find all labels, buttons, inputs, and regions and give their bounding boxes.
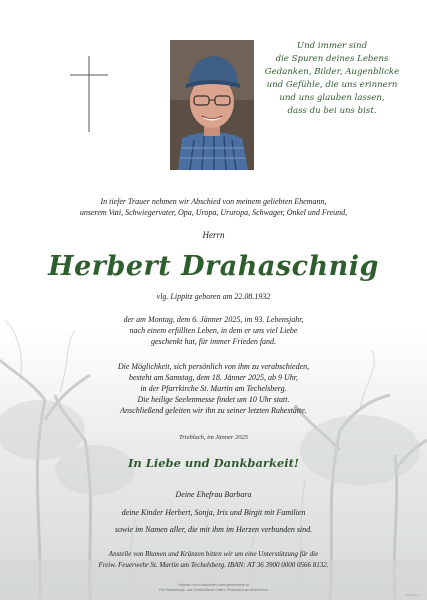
poem-line: und Gefühle, die uns erinnern <box>266 80 398 90</box>
poem-line: die Spuren deines Lebens <box>275 54 389 64</box>
family-signatures <box>0 486 427 539</box>
farewell-line: Die Möglichkeit, sich persönlich von ihm zu verabschieden, <box>117 362 310 371</box>
intro-text <box>20 196 407 218</box>
farewell-line: in der Pfarrkirche St. Martin am Techelsberg. <box>140 384 287 393</box>
footer-imprint <box>0 583 427 593</box>
family-line: sowie im Namen aller, die mit ihm im Herzen verbunden sind. <box>114 525 313 534</box>
intro-line: In tiefer Trauer nehmen wir Abschied von meinem geliebten Ehemann, <box>100 197 327 206</box>
farewell-line: Die heilige Seelenmesse findet um 10 Uhr statt. <box>137 395 290 404</box>
memorial-poem <box>262 40 402 118</box>
death-line: nach einem erfüllten Leben, in dem er uns viel Liebe <box>129 326 298 335</box>
donation-line: Anstelle von Blumen und Kränzen bitten wir um eine Unterstützung für die <box>108 550 319 558</box>
birth-line: vlg. Lippitz geboren am 22.08.1932 <box>156 292 271 301</box>
farewell-line: besteht am Samstag, dem 18. Jänner 2025, ab 9 Uhr, <box>128 373 299 382</box>
death-notice-text <box>20 314 407 347</box>
closing-phrase: In Liebe und Dankbarkeit! <box>128 456 299 470</box>
donation-note <box>0 549 427 570</box>
document-code: IS-SP 4-1 <box>406 593 419 597</box>
poem-line: Und immer sind <box>296 41 368 51</box>
family-line: Deine Ehefrau Barbara <box>175 490 252 499</box>
poem-line: dass du bei uns bist. <box>287 106 377 116</box>
farewell-line: Anschließend geleiten wir ihn zu seiner letzten Ruhestätte. <box>120 406 307 415</box>
death-line: der am Montag, dem 6. Jänner 2025, im 93. Lebensjahr, <box>123 315 304 324</box>
salutation: Herrn <box>202 230 225 240</box>
death-line: geschenkt hat, für immer Frieden fand. <box>150 337 277 346</box>
intro-line: unserem Vati, Schwiegervater, Opa, Uropa, Ururopa, Schwager, Onkel und Freund, <box>79 208 348 217</box>
poem-line: Gedanken, Bilder, Augenblicke <box>264 67 400 77</box>
deceased-name: Herbert Drahaschnig <box>48 251 379 282</box>
footer-line: PAX Bestattungs- und Gedenkdienst GmbH, Pörtschach am Wörthersee <box>159 588 268 592</box>
cross-icon <box>70 56 108 132</box>
donation-line: Freiw. Feuerwehr St. Martin am Techelsberg. IBAN: AT 36 3900 0000 0566 8132. <box>98 560 329 569</box>
portrait-photo <box>170 40 254 170</box>
footer-line: Hinweis zum Kondolieren: www.gedenkseite.at <box>178 583 249 587</box>
place-date: Trieblach, im Jänner 2025 <box>179 434 248 441</box>
family-line: deine Kinder Herbert, Sonja, Iris und Birgit mit Familien <box>121 507 306 517</box>
poem-line: und uns glauben lassen, <box>279 93 385 103</box>
farewell-text <box>20 361 407 416</box>
